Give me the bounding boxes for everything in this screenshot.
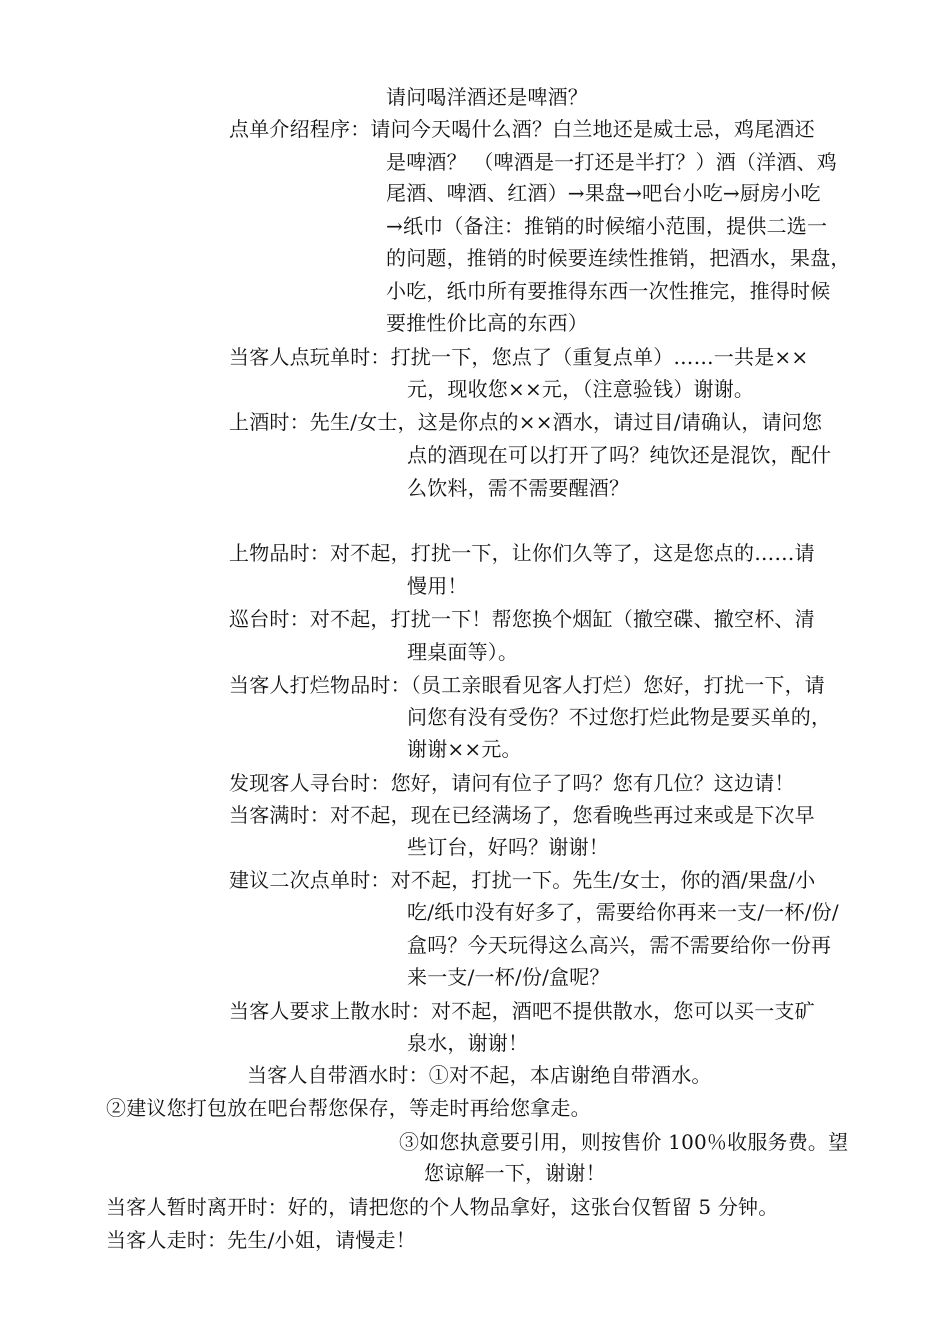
text-line: 是啤酒？ （啤酒是一打还是半打？）酒（洋酒、鸡: [386, 150, 837, 174]
text-line: 当客人走时：先生/小姐，请慢走！: [106, 1228, 416, 1252]
text-line: 巡台时：对不起，打扰一下！帮您换个烟缸（撤空碟、撤空杯、清: [229, 607, 815, 631]
text-line: 上物品时：对不起，打扰一下，让你们久等了，这是您点的……请: [229, 541, 815, 565]
text-line: →纸巾（备注：推销的时候缩小范围，提供二选一: [386, 214, 828, 238]
text-line: 尾酒、啤酒、红酒）→果盘→吧台小吃→厨房小吃: [386, 181, 821, 205]
text-line: 泉水，谢谢！: [407, 1031, 529, 1055]
text-line: 盒吗？今天玩得这么高兴，需不需要给你一份再: [407, 933, 832, 957]
text-line: 谢谢××元。: [407, 737, 522, 761]
text-line: 吃/纸巾没有好多了，需要给你再来一支/一杯/份/: [407, 900, 839, 924]
text-line: 小吃，纸巾所有要推得东西一次性推完，推得时候: [386, 279, 831, 303]
text-line: ②建议您打包放在吧台帮您保存，等走时再给您拿走。: [106, 1096, 591, 1120]
text-line: 当客人暂时离开时：好的，请把您的个人物品拿好，这张台仅暂留 5 分钟。: [106, 1195, 779, 1219]
text-line: 些订台，好吗？谢谢！: [407, 835, 609, 859]
text-line: 来一支/一杯/份/盒呢？: [407, 965, 610, 989]
text-line: 当客人点玩单时：打扰一下，您点了（重复点单）……一共是××: [229, 345, 809, 369]
text-line: 么饮料，需不需要醒酒？: [407, 476, 630, 500]
text-line: 当客人打烂物品时：（员工亲眼看见客人打烂）您好，打扰一下，请: [229, 673, 825, 697]
text-line: 点的酒现在可以打开了吗？纯饮还是混饮，配什: [407, 443, 832, 467]
text-line: 元，现收您××元，（注意验钱）谢谢。: [407, 377, 755, 401]
text-line: 问您有没有受伤？不过您打烂此物是要买单的，: [407, 705, 832, 729]
text-line: 上酒时：先生/女士，这是你点的××酒水，请过目/请确认，请问您: [229, 410, 823, 434]
text-line: 要推性价比高的东西）: [386, 311, 588, 335]
text-line: 您谅解一下，谢谢！: [424, 1161, 606, 1185]
text-line: 发现客人寻台时：您好，请问有位子了吗？您有几位？这边请！: [229, 771, 795, 795]
text-line: 慢用！: [407, 574, 468, 598]
text-line: 请问喝洋酒还是啤酒？: [386, 85, 588, 109]
text-line: 的问题，推销的时候要连续性推销，把酒水，果盘，: [386, 246, 851, 270]
text-line: ③如您执意要引用，则按售价 100％收服务费。望: [399, 1130, 849, 1154]
text-line: 当客满时：对不起，现在已经满场了，您看晚些再过来或是下次早: [229, 803, 815, 827]
text-line: 点单介绍程序：请问今天喝什么酒？白兰地还是威士忌，鸡尾酒还: [229, 117, 815, 141]
text-line: 当客人要求上散水时：对不起，酒吧不提供散水，您可以买一支矿: [229, 999, 815, 1023]
text-line: 理桌面等）。: [407, 640, 519, 664]
text-line: 建议二次点单时：对不起，打扰一下。先生/女士，你的酒/果盘/小: [229, 868, 816, 892]
text-line: 当客人自带酒水时：①对不起，本店谢绝自带酒水。: [247, 1063, 712, 1087]
